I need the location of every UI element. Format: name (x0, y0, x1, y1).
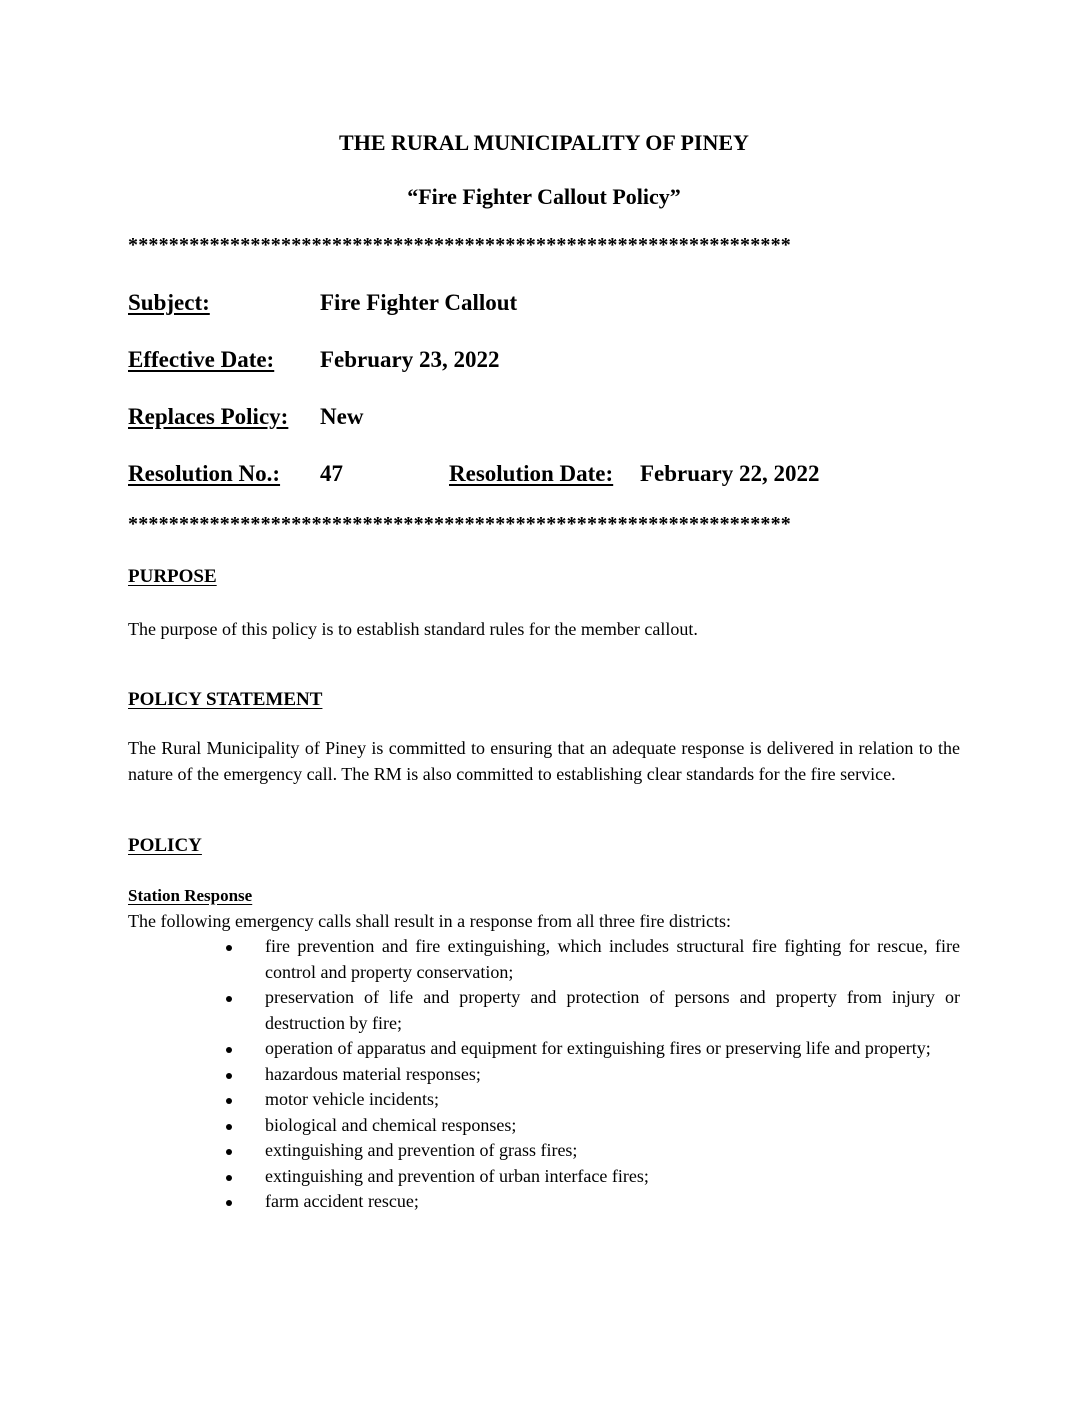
bullet-icon (226, 1098, 232, 1104)
subject-value: Fire Fighter Callout (320, 290, 518, 315)
list-item-text: biological and chemical responses; (265, 1114, 517, 1135)
separator-top: ***************************************************************** (128, 234, 791, 256)
list-item-text: extinguishing and prevention of urban interface fires; (265, 1165, 649, 1186)
resolution-date-label: Resolution Date: (449, 461, 614, 486)
policy-statement-heading: POLICY STATEMENT (128, 689, 323, 710)
list-item-text: operation of apparatus and equipment for extinguishing fires or preserving life and property; (265, 1038, 931, 1058)
list-item (218, 1087, 960, 1113)
policy-heading: POLICY (128, 835, 202, 856)
station-response-intro: The following emergency calls shall result in a response from all three fire districts: (128, 911, 731, 931)
list-item (218, 985, 960, 1036)
resolution-date-value: February 22, 2022 (640, 461, 820, 486)
list-item (218, 1189, 960, 1215)
list-item (218, 1164, 960, 1190)
resolution-no-label: Resolution No.: (128, 461, 281, 486)
bullet-icon (226, 1124, 232, 1130)
document-title: THE RURAL MUNICIPALITY OF PINEY (339, 130, 749, 155)
separator-bottom: ***************************************************************** (128, 513, 791, 535)
effective-date-value: February 23, 2022 (320, 347, 500, 372)
replaces-policy-value: New (320, 404, 364, 429)
list-item-text: motor vehicle incidents; (265, 1089, 439, 1109)
station-response-heading: Station Response (128, 886, 253, 905)
resolution-no-value: 47 (320, 461, 343, 486)
list-item (218, 1138, 960, 1164)
list-item-text: extinguishing and prevention of grass fires; (265, 1140, 578, 1160)
list-item (218, 1113, 960, 1139)
bullet-icon (226, 1200, 232, 1206)
bullet-icon (226, 1047, 232, 1053)
list-item-text: farm accident rescue; (265, 1191, 419, 1211)
list-item (218, 1062, 960, 1088)
purpose-text: The purpose of this policy is to establish standard rules for the member callout. (128, 619, 698, 639)
list-item (218, 934, 960, 985)
effective-date-label: Effective Date: (128, 347, 275, 372)
list-item-text: preservation of life and property and protection of persons and property from injury or destruction by fire; (265, 987, 960, 1033)
bullet-icon (226, 1175, 232, 1181)
list-item-text: fire prevention and fire extinguishing, which includes structural fire fighting for rescue, fire control and property conservation; (265, 936, 960, 982)
list-item (218, 1036, 960, 1062)
bullet-icon (226, 1073, 232, 1079)
bullet-icon (226, 996, 232, 1002)
bullet-icon (226, 1149, 232, 1155)
purpose-heading: PURPOSE (128, 566, 217, 587)
list-item-text: hazardous material responses; (265, 1063, 481, 1084)
replaces-policy-label: Replaces Policy: (128, 404, 289, 429)
station-response-list (218, 934, 960, 1215)
document-subtitle: “Fire Fighter Callout Policy” (407, 184, 681, 209)
bullet-icon (226, 945, 232, 951)
policy-statement-text: The Rural Municipality of Piney is committed to ensuring that an adequate response is delivered in relation to the nature of the emergency call. The RM is also committed to establishing clear standards for the fire service. (128, 738, 960, 784)
subject-label: Subject: (128, 290, 210, 315)
